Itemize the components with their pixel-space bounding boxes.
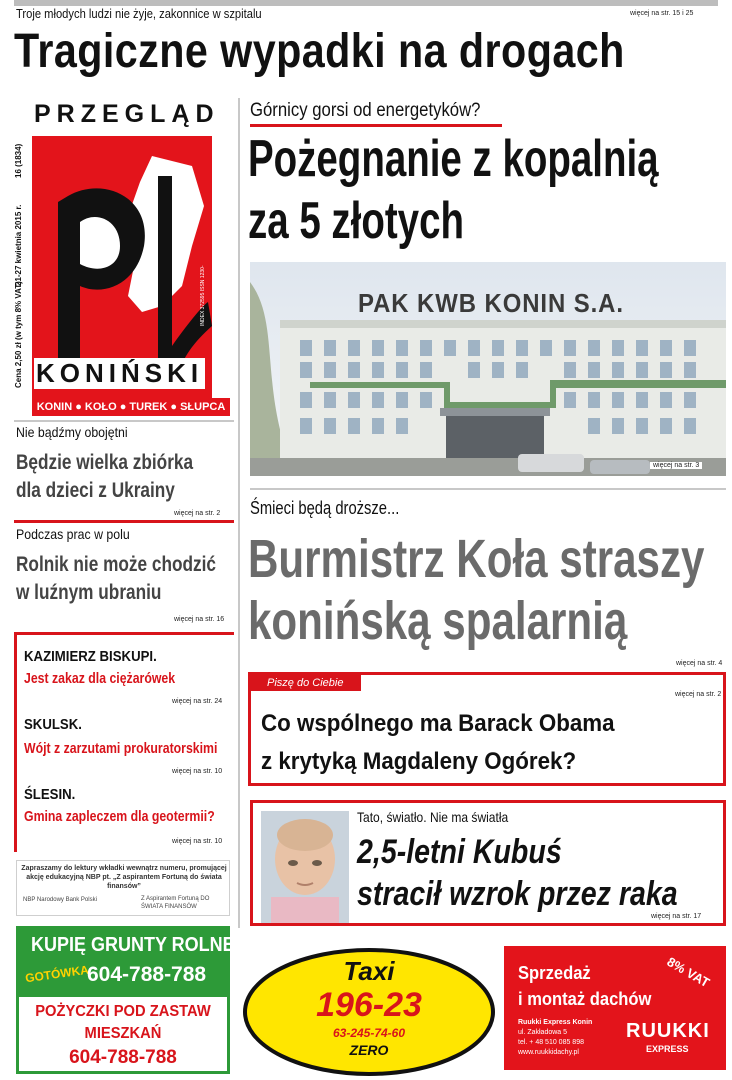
kubus-more: więcej na str. 17 [651, 913, 702, 920]
story-kicker: Podczas prac w polu [16, 526, 130, 542]
column-headline: Co wspólnego ma Barack Obama z krytyką Magdaleny Ogórek? [261, 710, 615, 775]
lead-photo [250, 262, 726, 476]
story-headline-line1: Będzie wielka zbiórka [16, 451, 194, 474]
masthead-issue: 16 (1834) [14, 143, 23, 178]
lead-more: więcej na str. 3 [650, 462, 702, 469]
story-headline: Burmistrz Koła straszy konińską spalarnią [248, 529, 705, 651]
fortuna-logo: Z Aspirantem Fortuną DO ŚWIATA FINANSÓW [141, 896, 210, 910]
ad-grunty-phone: 604-788-788 [87, 963, 207, 986]
brief-place: SKULSK. [24, 716, 82, 733]
masthead [14, 96, 231, 418]
ad-grunty-phone: 604-788-788 [69, 1047, 177, 1068]
story-kicker: Śmieci będą droższe... [250, 498, 400, 518]
brief-text: Wójt z zarzutami prokuratorskimi [24, 740, 218, 757]
story-kicker: Nie bądźmy obojętni [16, 424, 128, 440]
masthead-title-bottom: KONIŃSKI [36, 358, 204, 388]
kubus-box [250, 800, 726, 926]
ad-grunty-cash: GOTÓWKA [24, 962, 90, 986]
ad-grunty-loan: MIESZKAŃ [84, 1025, 162, 1042]
ad-roofs-address: Ruukki Express Konin ul. Zakładowa 5 tel. + 48 510 085 898 www.ruukkidachy.pl [518, 1019, 593, 1056]
story-more: więcej na str. 2 [174, 510, 221, 517]
nbp-logo: NBP Narodowy Bank Polski [23, 897, 97, 903]
brief-text: Gmina zapleczem dla geotermii? [24, 808, 215, 825]
kicker-underline [250, 124, 502, 127]
brief-text: Jest zakaz dla ciężarówek [24, 670, 176, 687]
story-more: więcej na str. 16 [174, 616, 225, 623]
masthead-price: Cena 2,50 zł (w tym 8% VAT) [14, 281, 23, 388]
masthead-date: 21-27 kwietnia 2015 r. [14, 204, 23, 286]
child-photo [261, 811, 349, 923]
ad-roofs-vat: 8% VAT [664, 954, 713, 991]
story-headline-line1: Rolnik nie może chodzić [16, 553, 216, 576]
column-divider [238, 98, 240, 928]
ad-grunty-title: KUPIĘ GRUNTY ROLNE [31, 934, 235, 956]
child-image [261, 811, 349, 923]
brief-more: więcej na str. 10 [172, 838, 223, 845]
taxi-phone: 63-245-74-60 [332, 1026, 406, 1040]
masthead-issue-info [14, 126, 28, 396]
divider [14, 420, 234, 422]
ad-roofs [504, 946, 726, 1070]
divider [250, 488, 726, 490]
taxi-number: 196-23 [316, 986, 422, 1024]
nbp-promo [16, 860, 230, 916]
kubus-kicker: Tato, światło. Nie ma światła [357, 809, 509, 825]
nbp-promo-text: Zapraszamy do lektury wkładki wewnątrz numeru, promującej akcję edukacyjną NBP pt. „Z aspirantem Fortuną do świata finansów” [21, 865, 227, 890]
masthead-towns: KONIN ● KOŁO ● TUREK ● SŁUPCA [32, 398, 230, 416]
photo-sign: PAK KWB KONIN S.A. [358, 288, 624, 318]
story-headline-line2: w luźnym ubraniu [16, 581, 162, 604]
ad-grunty [16, 926, 235, 1074]
brief-place: KAZIMIERZ BISKUPI. [24, 648, 157, 665]
divider [14, 520, 234, 523]
ruukki-logo: RUUKKI [626, 1020, 710, 1042]
ad-grunty-loan: POŻYCZKI POD ZASTAW [35, 1003, 211, 1020]
brief-more: więcej na str. 24 [172, 698, 223, 705]
taxi-brand: ZERO [349, 1042, 389, 1058]
brief-more: więcej na str. 10 [172, 768, 223, 775]
ad-roofs-title: Sprzedaż i montaż dachów [518, 963, 652, 1009]
taxi-word: Taxi [343, 956, 395, 986]
masthead-title-top: PRZEGLĄD [34, 100, 220, 128]
top-story-more: więcej na str. 15 i 25 [630, 10, 694, 17]
masthead-index: INDEX 372595 ISSN 1230- [200, 265, 206, 326]
column-more: więcej na str. 2 [675, 691, 722, 698]
kubus-headline: 2,5-letni Kubuś stracił wzrok przez raka [357, 833, 678, 913]
brief-place: ŚLESIN. [24, 786, 76, 803]
top-story-headline: Tragiczne wypadki na drogach [14, 25, 625, 78]
story-headline-line2: dla dzieci z Ukrainy [16, 479, 175, 502]
ad-taxi [240, 946, 498, 1078]
top-story-kicker: Troje młodych ludzi nie żyje, zakonnice w szpitalu [16, 6, 262, 21]
column-box [248, 672, 726, 786]
lead-kicker: Górnicy gorsi od energetyków? [250, 100, 481, 121]
story-more: więcej na str. 4 [676, 660, 723, 667]
lead-headline: Pożegnanie z kopalnią za 5 złotych [248, 130, 659, 250]
ruukki-express: EXPRESS [646, 1044, 689, 1054]
column-tab: Piszę do Ciebie [251, 675, 361, 691]
